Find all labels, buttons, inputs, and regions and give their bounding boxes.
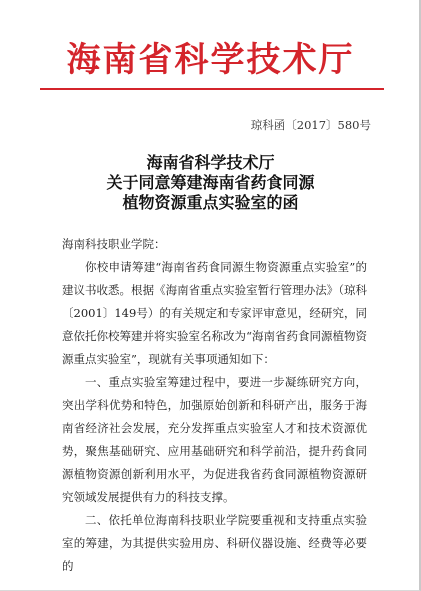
title-line-3: 植物资源重点实验室的函: [122, 193, 299, 212]
document-number: 琼科函〔2017〕580号: [250, 118, 371, 132]
paragraph-item-1: 一、重点实验室筹建过程中，要进一步凝练研究方向，突出学科优势和特色，加强原始创新和科研产出，服务于海南省经济社会发展，充分发挥重点实验室人才和技术资源优势，聚焦基础研究、应用基础研究和科学前沿，提升药食同源植物资源创新利用水平，为促进我省药食同源植物资源研究领域发展提供有力的科技支撑。: [62, 375, 367, 504]
document-body: [62, 233, 367, 578]
red-separator-line: [40, 88, 384, 90]
paragraph-item-2: 二、依托单位海南科技职业学院要重视和支持重点实验室的筹建，为其提供实验用房、科研仪器设施、经费等必要的: [62, 513, 367, 573]
paragraph-intro: 你校申请筹建“海南省药食同源生物资源重点实验室”的建议书收悉。根据《海南省重点实验室暂行管理办法》（琼科〔2001〕149号）的有关规定和专家评审意见，经研究，同意依托你校筹建并将实验室名称改为“海南省药食同源植物资源重点实验室”，现就有关事项通知如下：: [62, 260, 367, 366]
issuing-authority-masthead: 海南省科学技术厅: [66, 40, 355, 80]
title-line-2: 关于同意筹建海南省药食同源: [106, 173, 315, 192]
title-line-1: 海南省科学技术厅: [146, 153, 275, 172]
document-title: [0, 153, 421, 213]
salutation: 海南科技职业学院：: [62, 237, 166, 251]
